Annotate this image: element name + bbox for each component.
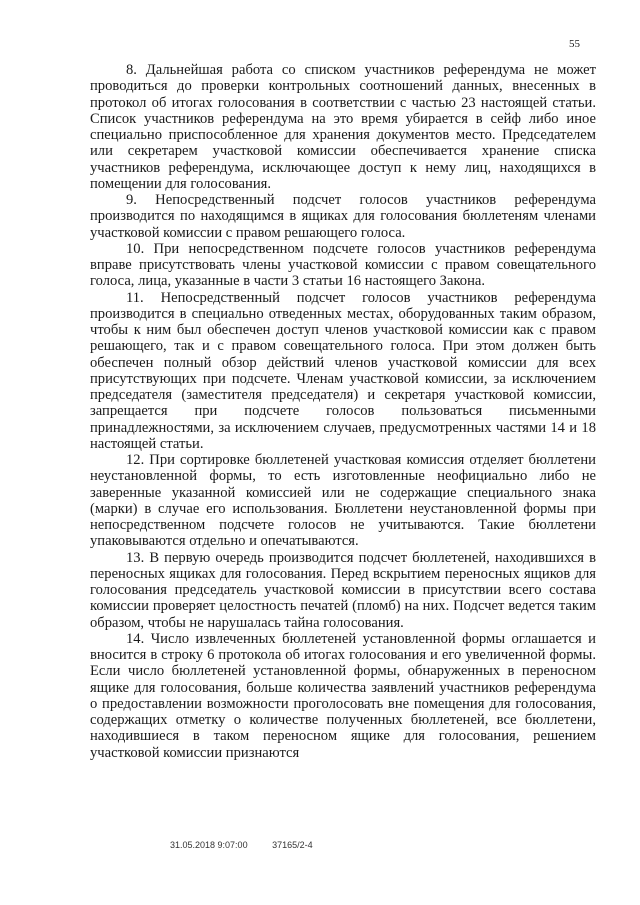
page-number: 55 xyxy=(569,38,580,50)
paragraph-12: 12. При сортировке бюллетеней участковая комиссия отделяет бюллетени неустановленной формы, то есть изготовленные неофициально либо не заверенные указанной комиссией или не содержащие специального знака (марки) в случае его использования. Бюллетени неустановленной формы при непосредственном подсчете голосов не учитываются. Такие бюллетени упаковываются отдельно и опечатываются. xyxy=(90,452,596,550)
document-footer xyxy=(170,840,335,850)
paragraph-11: 11. Непосредственный подсчет голосов участников референдума производится в специально отведенных местах, оборудованных таким образом, чтобы к ним был обеспечен доступ членов участковой комиссии как с правом решающего, так и с правом совещательного голоса. При этом должен быть обеспечен полный обзор действий членов участковой комиссии для всех присутствующих при подсчете. Членам участковой комиссии, за исключением председателя (заместителя председателя) и секретаря участковой комиссии, запрещается при подсчете голосов пользоваться письменными принадлежностями, за исключением случаев, предусмотренных частями 14 и 18 настоящей статьи. xyxy=(90,289,596,452)
paragraph-8: 8. Дальнейшая работа со списком участников референдума не может проводиться до проверки контрольных соотношений данных, внесенных в протокол об итогах голосования в соответствии с частью 23 настоящей статьи. Список участников референдума на это время убирается в сейф либо иное специально приспособленное для хранения документов место. Председателем или секретарем участковой комиссии обеспечивается хранение списка участников референдума, исключающее доступ к нему лиц, находящихся в помещении для голосования. xyxy=(90,62,596,192)
footer-document-code: 37165/2-4 xyxy=(272,840,313,850)
paragraph-13: 13. В первую очередь производится подсчет бюллетеней, находившихся в переносных ящиках для голосования. Перед вскрытием переносных ящиков для голосования председатель участковой комиссии в присутствии всего состава комиссии проверяет целостность печатей (пломб) на них. Подсчет ведется таким образом, чтобы не нарушалась тайна голосования. xyxy=(90,549,596,631)
document-body xyxy=(90,62,596,761)
paragraph-10: 10. При непосредственном подсчете голосов участников референдума вправе присутствовать члены участковой комиссии с правом совещательного голоса, лица, указанные в части 3 статьи 16 настоящего Закона. xyxy=(90,240,596,290)
paragraph-9: 9. Непосредственный подсчет голосов участников референдума производится по находящимся в ящиках для голосования бюллетеням членами участковой комиссии с правом решающего голоса. xyxy=(90,192,596,241)
paragraph-14: 14. Число извлеченных бюллетеней установленной формы оглашается и вносится в строку 6 протокола об итогах голосования и его увеличенной формы. Если число бюллетеней установленной формы, обнаруженных в переносном ящике для голосования, больше количества заявлений участников референдума о предоставлении возможности проголосовать вне помещения для голосования, содержащих отметку о количестве полученных бюллетеней, все бюллетени, находившиеся в таком переносном ящике для голосования, решением участковой комиссии признаются xyxy=(90,630,596,761)
footer-timestamp: 31.05.2018 9:07:00 xyxy=(170,840,248,850)
